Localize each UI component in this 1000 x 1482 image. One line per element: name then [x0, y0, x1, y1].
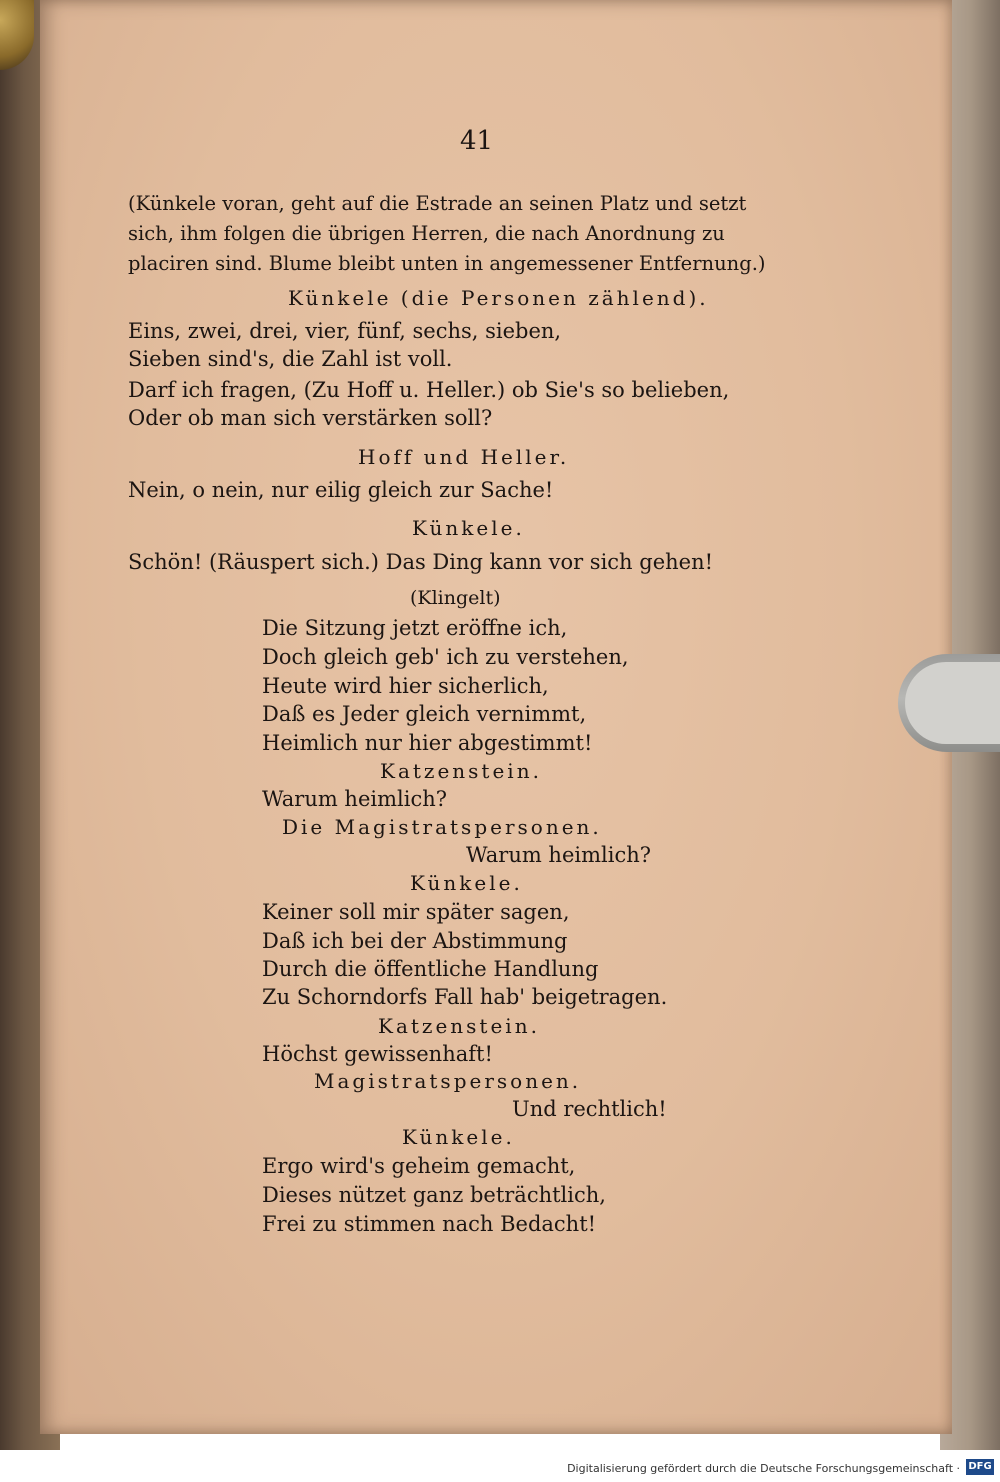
- verse-line: Nein, o nein, nur eilig gleich zur Sache!: [128, 478, 554, 502]
- verse-line: Keiner soll mir später sagen,: [262, 900, 570, 924]
- verse-line: Doch gleich geb' ich zu verstehen,: [262, 645, 629, 669]
- verse-line: Die Sitzung jetzt eröffne ich,: [262, 616, 568, 640]
- verse-line: Frei zu stimmen nach Bedacht!: [262, 1212, 597, 1236]
- verse-line: Durch die öffentliche Handlung: [262, 957, 599, 981]
- page-tab-inner: [905, 662, 1000, 744]
- verse-line: Zu Schorndorfs Fall hab' beigetragen.: [262, 985, 668, 1009]
- verse-line: Sieben sind's, die Zahl ist voll.: [128, 347, 453, 371]
- speaker-name: Die Magistratspersonen.: [282, 815, 602, 839]
- stage-direction-line: sich, ihm folgen die übrigen Herren, die nach Anordnung zu: [128, 222, 725, 245]
- verse-line: Daß ich bei der Abstimmung: [262, 929, 568, 953]
- speaker-name: Magistratspersonen.: [314, 1069, 582, 1093]
- speaker-name: Katzenstein.: [378, 1014, 540, 1038]
- verse-line: Ergo wird's geheim gemacht,: [262, 1154, 576, 1178]
- speaker-name: Künkele.: [412, 516, 525, 540]
- verse-line: Darf ich fragen, (Zu Hoff u. Heller.) ob Sie's so belieben,: [128, 378, 730, 402]
- verse-line: Oder ob man sich verstärken soll?: [128, 406, 493, 430]
- speaker-name: Künkele.: [402, 1125, 515, 1149]
- verse-line: Warum heimlich?: [262, 787, 447, 811]
- verse-line: Heimlich nur hier abgestimmt!: [262, 731, 593, 755]
- speaker-name: Künkele (die Personen zählend).: [288, 286, 709, 310]
- stage-direction: (Klingelt): [410, 587, 501, 609]
- digitization-credit: Digitalisierung gefördert durch die Deutsche Forschungsgemeinschaft ·: [567, 1462, 960, 1475]
- verse-line: Und rechtlich!: [512, 1097, 667, 1121]
- verse-line: Warum heimlich?: [466, 843, 651, 867]
- verse-line: Heute wird hier sicherlich,: [262, 674, 549, 698]
- verse-line: Schön! (Räuspert sich.) Das Ding kann vor sich gehen!: [128, 550, 714, 574]
- verse-line: Daß es Jeder gleich vernimmt,: [262, 702, 587, 726]
- verse-line: Eins, zwei, drei, vier, fünf, sechs, sieben,: [128, 319, 562, 343]
- verse-line: Höchst gewissenhaft!: [262, 1042, 493, 1066]
- stage-direction-line: (Künkele voran, geht auf die Estrade an seinen Platz und setzt: [128, 192, 747, 215]
- speaker-name: Hoff und Heller.: [358, 445, 570, 469]
- page-number: 41: [460, 126, 494, 156]
- speaker-name: Katzenstein.: [380, 759, 542, 783]
- dfg-logo: DFG: [966, 1459, 994, 1475]
- stage-direction-line: placiren sind. Blume bleibt unten in angemessener Entfernung.): [128, 252, 766, 275]
- verse-line: Dieses nützet ganz beträchtlich,: [262, 1183, 606, 1207]
- speaker-name: Künkele.: [410, 871, 523, 895]
